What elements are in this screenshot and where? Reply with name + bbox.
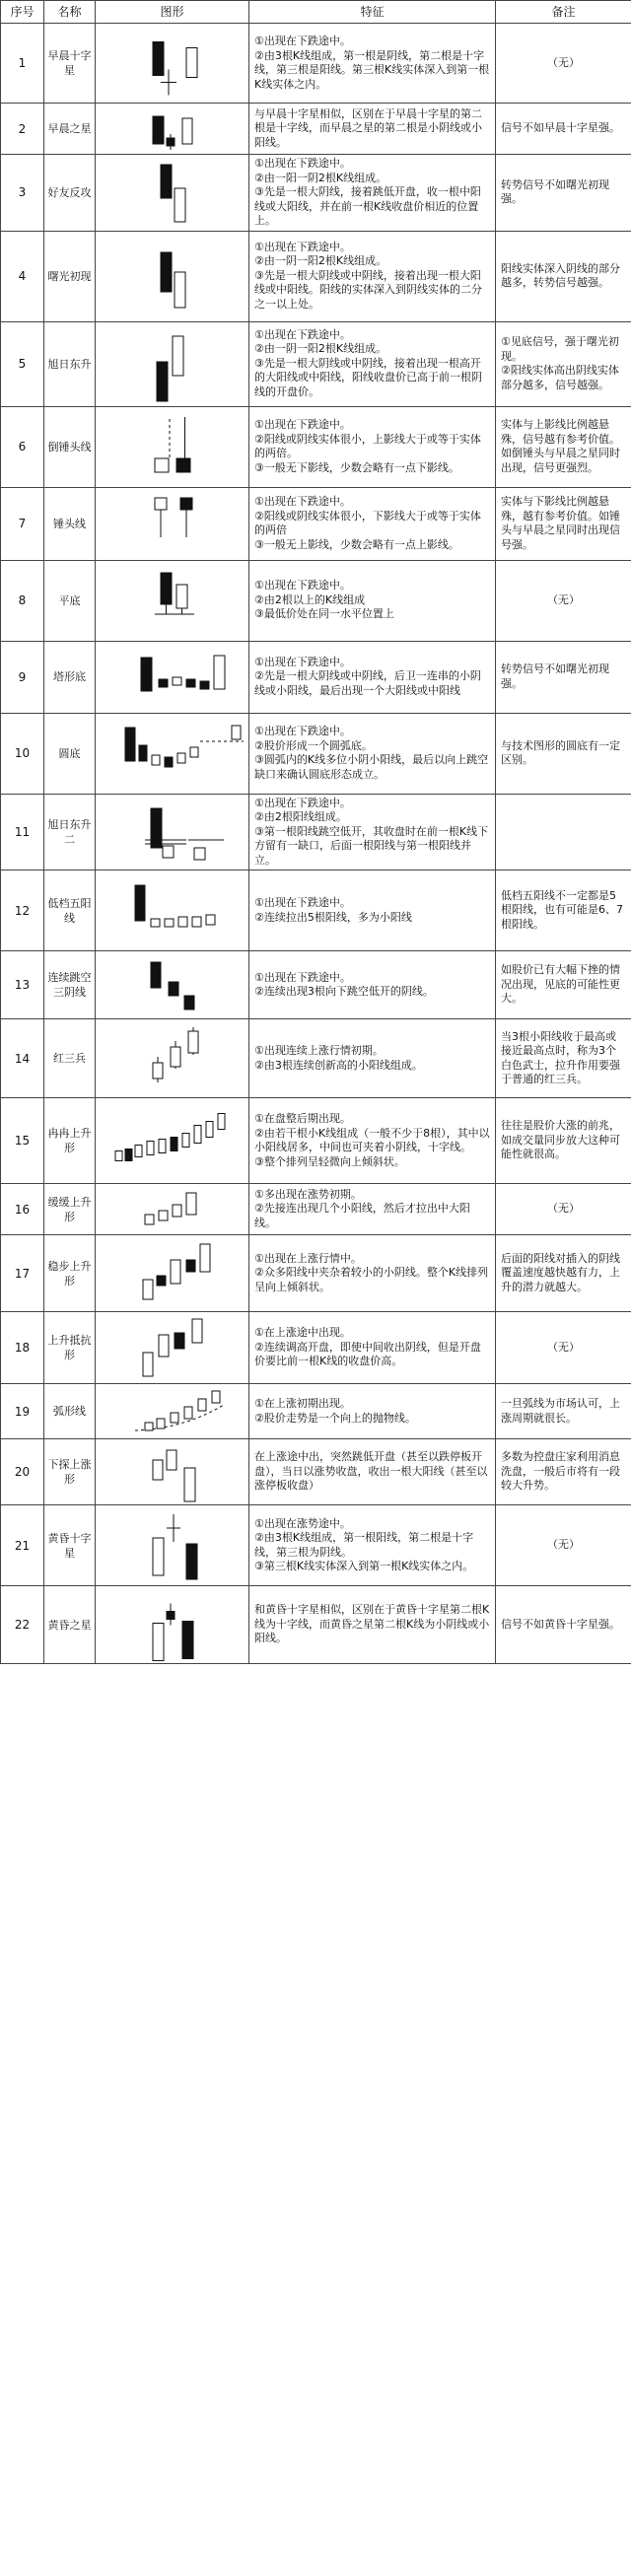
pattern-figure <box>96 1098 249 1184</box>
header-figure: 图形 <box>96 1 249 24</box>
pattern-feature: ①出现在涨势途中。 ②由3根K线组成，第一根阳线，第二根是十字线，第三根为阴线。 ③第三根K线实体深入到第一根K线实体之内。 <box>249 1505 496 1586</box>
pattern-feature: ①出现在下跌途中。 ②由2根以上的K线组成 ③最低价处在同一水平位置上 <box>249 560 496 641</box>
row-index: 10 <box>1 713 44 794</box>
pattern-figure <box>96 321 249 406</box>
pattern-figure <box>96 1235 249 1312</box>
pattern-name: 连续跳空三阴线 <box>44 951 96 1019</box>
pattern-figure <box>96 1586 249 1664</box>
row-index: 1 <box>1 24 44 104</box>
table-row <box>1 641 631 713</box>
candle-dip-then-rise-icon <box>96 1440 249 1504</box>
pattern-name: 锤头线 <box>44 487 96 560</box>
candle-five-low-yang-icon <box>96 871 249 950</box>
candle-flat-bottom-icon <box>96 561 249 640</box>
pattern-note: 往往是股价大涨的前兆，如成交量同步放大这种可能性就很高。 <box>496 1098 631 1184</box>
pattern-feature: ①多出现在涨势初期。 ②先接连出现几个小阳线，然后才拉出中大阳线。 <box>249 1184 496 1235</box>
pattern-feature: ①出现在下跌途中。 ②由2根阳线组成。 ③第一根阳线跳空低开，其收盘时在前一根K线下方留有一缺口，后面一根阳线与第一根阳线并立。 <box>249 794 496 870</box>
pattern-note: 信号不如黄昏十字星强。 <box>496 1586 631 1664</box>
pattern-figure <box>96 794 249 870</box>
pattern-feature: 与早晨十字星相似，区别在于早晨十字星的第二根是十字线，而早晨之星的第二根是小阴线或小阳线。 <box>249 104 496 155</box>
header-note: 备注 <box>496 1 631 24</box>
table-row <box>1 231 631 321</box>
row-index: 12 <box>1 870 44 951</box>
candle-arc-line-icon <box>96 1385 249 1438</box>
candle-gradual-rise-icon <box>96 1185 249 1234</box>
pattern-note: 后面的阳线对插入的阴线覆盖速度越快越有力，上升的潜力就越大。 <box>496 1235 631 1312</box>
pattern-figure <box>96 1384 249 1439</box>
pattern-figure <box>96 713 249 794</box>
row-index: 21 <box>1 1505 44 1586</box>
candle-tower-bottom-icon <box>96 642 249 712</box>
pattern-note: 阳线实体深入阴线的部分越多，转势信号越强。 <box>496 231 631 321</box>
candle-counterattack-icon <box>96 157 249 228</box>
pattern-feature: 和黄昏十字星相似，区别在于黄昏十字星第二根K线为十字线，而黄昏之星第二根K线为小阴线或小阳线。 <box>249 1586 496 1664</box>
pattern-name: 稳步上升形 <box>44 1235 96 1312</box>
pattern-note: 转势信号不如曙光初现强。 <box>496 155 631 232</box>
candle-rising-sun-icon <box>96 322 249 405</box>
pattern-note: （无） <box>496 24 631 104</box>
candle-rounded-bottom-icon <box>96 714 249 793</box>
pattern-name: 弧形线 <box>44 1384 96 1439</box>
pattern-note: 一旦弧线为市场认可，上涨周期就很长。 <box>496 1384 631 1439</box>
row-index: 19 <box>1 1384 44 1439</box>
row-index: 16 <box>1 1184 44 1235</box>
pattern-feature: ①出现在下跌途中。 ②由一阴一阳2根K线组成。 ③先是一根大阴线或中阴线，接着出现一根大阳线或中阳线。阳线的实体深入到阴线实体的二分之一以上处。 <box>249 231 496 321</box>
pattern-figure <box>96 870 249 951</box>
row-index: 7 <box>1 487 44 560</box>
candle-evening-doji-star-icon <box>96 1506 249 1585</box>
row-index: 11 <box>1 794 44 870</box>
pattern-name: 冉冉上升形 <box>44 1098 96 1184</box>
row-index: 14 <box>1 1019 44 1098</box>
table-header-row <box>1 1 631 24</box>
row-index: 6 <box>1 406 44 487</box>
pattern-name: 塔形底 <box>44 641 96 713</box>
table-row <box>1 560 631 641</box>
pattern-feature: ①出现在下跌途中。 ②股价形成一个圆弧底。 ③圆弧内的K线多位小阴小阳线，最后以向上跳空缺口来确认圆底形态成立。 <box>249 713 496 794</box>
pattern-name: 旭日东升二 <box>44 794 96 870</box>
pattern-name: 平底 <box>44 560 96 641</box>
candle-three-soldiers-icon <box>96 1020 249 1097</box>
header-name: 名称 <box>44 1 96 24</box>
pattern-note <box>496 794 631 870</box>
candle-morning-star-icon <box>96 104 249 154</box>
candle-evening-star-icon <box>96 1587 249 1663</box>
pattern-feature: ①出现在下跌途中。 ②阳线或阴线实体很小，上影线大于或等于实体的两倍。 ③一般无下影线，少数会略有一点下影线。 <box>249 406 496 487</box>
table-row <box>1 24 631 104</box>
pattern-note: 低档五阳线不一定都是5根阳线，也有可能是6、7根阳线。 <box>496 870 631 951</box>
pattern-figure <box>96 104 249 155</box>
candle-hammer-icon <box>96 488 249 559</box>
pattern-feature: ①在上涨途中出现。 ②连续调高开盘，即使中间收出阴线，但是开盘价要比前一根K线的收盘价高。 <box>249 1312 496 1384</box>
pattern-note: （无） <box>496 1312 631 1384</box>
candle-inverted-hammer-icon <box>96 407 249 486</box>
table-row <box>1 951 631 1019</box>
candle-three-gap-down-icon <box>96 952 249 1018</box>
table-row <box>1 1184 631 1235</box>
pattern-feature: ①出现在下跌途中。 ②先是一根大阴线或中阴线，后卫一连串的小阴线或小阳线，最后出现一个大阳线或中阳线 <box>249 641 496 713</box>
pattern-name: 倒锤头线 <box>44 406 96 487</box>
pattern-feature: ①出现在下跌途中。 ②由一阴一阳2根K线组成。 ③先是一根大阴线或中阴线，接着出现一根高开的大阳线或中阳线，阳线收盘价已高于前一根阴线的开盘价。 <box>249 321 496 406</box>
pattern-note: （无） <box>496 1184 631 1235</box>
pattern-feature: ①出现在下跌途中。 ②连续拉出5根阳线，多为小阳线 <box>249 870 496 951</box>
pattern-figure <box>96 487 249 560</box>
pattern-feature: ①出现在下跌途中。 ②由一阳一阴2根K线组成。 ③先是一根大阴线，接着跳低开盘，收一根中阳线或大阳线，并在前一根K线收盘价相近的位置上。 <box>249 155 496 232</box>
pattern-note: （无） <box>496 1505 631 1586</box>
pattern-feature: 在上涨途中出，突然跳低开盘（甚至以跌停板开盘），当日以涨势收盘，收出一根大阳线（甚至以涨停板收盘） <box>249 1439 496 1505</box>
table-row <box>1 1384 631 1439</box>
pattern-feature: ①出现在下跌途中。 ②连续出现3根向下跳空低开的阴线。 <box>249 951 496 1019</box>
pattern-name: 低档五阳线 <box>44 870 96 951</box>
pattern-note: 信号不如早晨十字星强。 <box>496 104 631 155</box>
pattern-name: 下探上涨形 <box>44 1439 96 1505</box>
table-row <box>1 1312 631 1384</box>
pattern-name: 圆底 <box>44 713 96 794</box>
table-row <box>1 713 631 794</box>
pattern-name: 好友反攻 <box>44 155 96 232</box>
pattern-feature: ①出现在下跌途中。 ②阳线或阴线实体很小，下影线大于或等于实体的两倍 ③一般无上影线，少数会略有一点上影线。 <box>249 487 496 560</box>
pattern-figure <box>96 641 249 713</box>
row-index: 5 <box>1 321 44 406</box>
row-index: 15 <box>1 1098 44 1184</box>
pattern-name: 黄昏十字星 <box>44 1505 96 1586</box>
pattern-name: 早晨十字星 <box>44 24 96 104</box>
candle-morning-doji-star-icon <box>96 25 249 103</box>
pattern-name: 缓缓上升形 <box>44 1184 96 1235</box>
pattern-feature: ①出现连续上涨行情初期。 ②由3根连续创新高的小阳线组成。 <box>249 1019 496 1098</box>
table-row <box>1 1505 631 1586</box>
row-index: 3 <box>1 155 44 232</box>
pattern-figure <box>96 155 249 232</box>
pattern-feature: ①在上涨初期出现。 ②股价走势是一个向上的抛物线。 <box>249 1384 496 1439</box>
row-index: 2 <box>1 104 44 155</box>
pattern-note: 多数为控盘庄家利用消息洗盘，一般后市将有一段较大升势。 <box>496 1439 631 1505</box>
pattern-note: （无） <box>496 560 631 641</box>
table-row <box>1 487 631 560</box>
pattern-name: 旭日东升 <box>44 321 96 406</box>
pattern-name: 上升抵抗形 <box>44 1312 96 1384</box>
pattern-figure <box>96 231 249 321</box>
pattern-note: ①见底信号，强于曙光初现。 ②阳线实体高出阴线实体部分越多，信号越强。 <box>496 321 631 406</box>
row-index: 17 <box>1 1235 44 1312</box>
pattern-name: 早晨之星 <box>44 104 96 155</box>
pattern-figure <box>96 1184 249 1235</box>
row-index: 13 <box>1 951 44 1019</box>
pattern-note: 与技术图形的圆底有一定区别。 <box>496 713 631 794</box>
pattern-feature: ①出现在上涨行情中。 ②众多阳线中夹杂着较小的小阴线。整个K线排列呈向上倾斜状。 <box>249 1235 496 1312</box>
table-row <box>1 104 631 155</box>
candle-resistance-rise-icon <box>96 1313 249 1383</box>
pattern-name: 黄昏之星 <box>44 1586 96 1664</box>
pattern-note: 当3根小阳线收于最高或接近最高点时，称为3个白色武士，拉升作用要强于普通的红三兵。 <box>496 1019 631 1098</box>
row-index: 4 <box>1 231 44 321</box>
table-row <box>1 1019 631 1098</box>
candle-piercing-line-icon <box>96 232 249 320</box>
pattern-feature: ①出现在下跌途中。 ②由3根K线组成，第一根是阴线，第二根是十字线，第三根是阳线。第三根K线实体深入到第一根K线实体之内。 <box>249 24 496 104</box>
table-row <box>1 321 631 406</box>
row-index: 22 <box>1 1586 44 1664</box>
candle-steady-rise-icon <box>96 1236 249 1311</box>
header-feature: 特征 <box>249 1 496 24</box>
table-row <box>1 1098 631 1184</box>
table-row <box>1 870 631 951</box>
table-row <box>1 1586 631 1664</box>
table-row <box>1 794 631 870</box>
row-index: 20 <box>1 1439 44 1505</box>
pattern-figure <box>96 560 249 641</box>
table-row <box>1 1235 631 1312</box>
row-index: 18 <box>1 1312 44 1384</box>
table-row <box>1 155 631 232</box>
pattern-feature: ①在盘整后期出现。 ②由若干根小K线组成（一般不少于8根），其中以小阳线居多，中间也可夹着小阴线，十字线。 ③整个排列呈轻微向上倾斜状。 <box>249 1098 496 1184</box>
pattern-note: 转势信号不如曙光初现强。 <box>496 641 631 713</box>
candle-gap-side-by-side-icon <box>96 797 249 868</box>
pattern-figure <box>96 1439 249 1505</box>
pattern-note: 实体与下影线比例越悬殊，越有参考价值。如锤头与早晨之星同时出现信号强。 <box>496 487 631 560</box>
candle-slow-rise-icon <box>96 1099 249 1183</box>
pattern-figure <box>96 1312 249 1384</box>
pattern-figure <box>96 1019 249 1098</box>
row-index: 8 <box>1 560 44 641</box>
pattern-figure <box>96 406 249 487</box>
pattern-name: 曙光初现 <box>44 231 96 321</box>
pattern-figure <box>96 24 249 104</box>
table-row <box>1 406 631 487</box>
pattern-note: 实体与上影线比例越悬殊，信号越有参考价值。如倒锤头与早晨之星同时出现，信号更强烈。 <box>496 406 631 487</box>
table-row <box>1 1439 631 1505</box>
row-index: 9 <box>1 641 44 713</box>
pattern-figure <box>96 951 249 1019</box>
pattern-name: 红三兵 <box>44 1019 96 1098</box>
header-index: 序号 <box>1 1 44 24</box>
pattern-note: 如股价已有大幅下挫的情况出现，见底的可能性更大。 <box>496 951 631 1019</box>
pattern-figure <box>96 1505 249 1586</box>
